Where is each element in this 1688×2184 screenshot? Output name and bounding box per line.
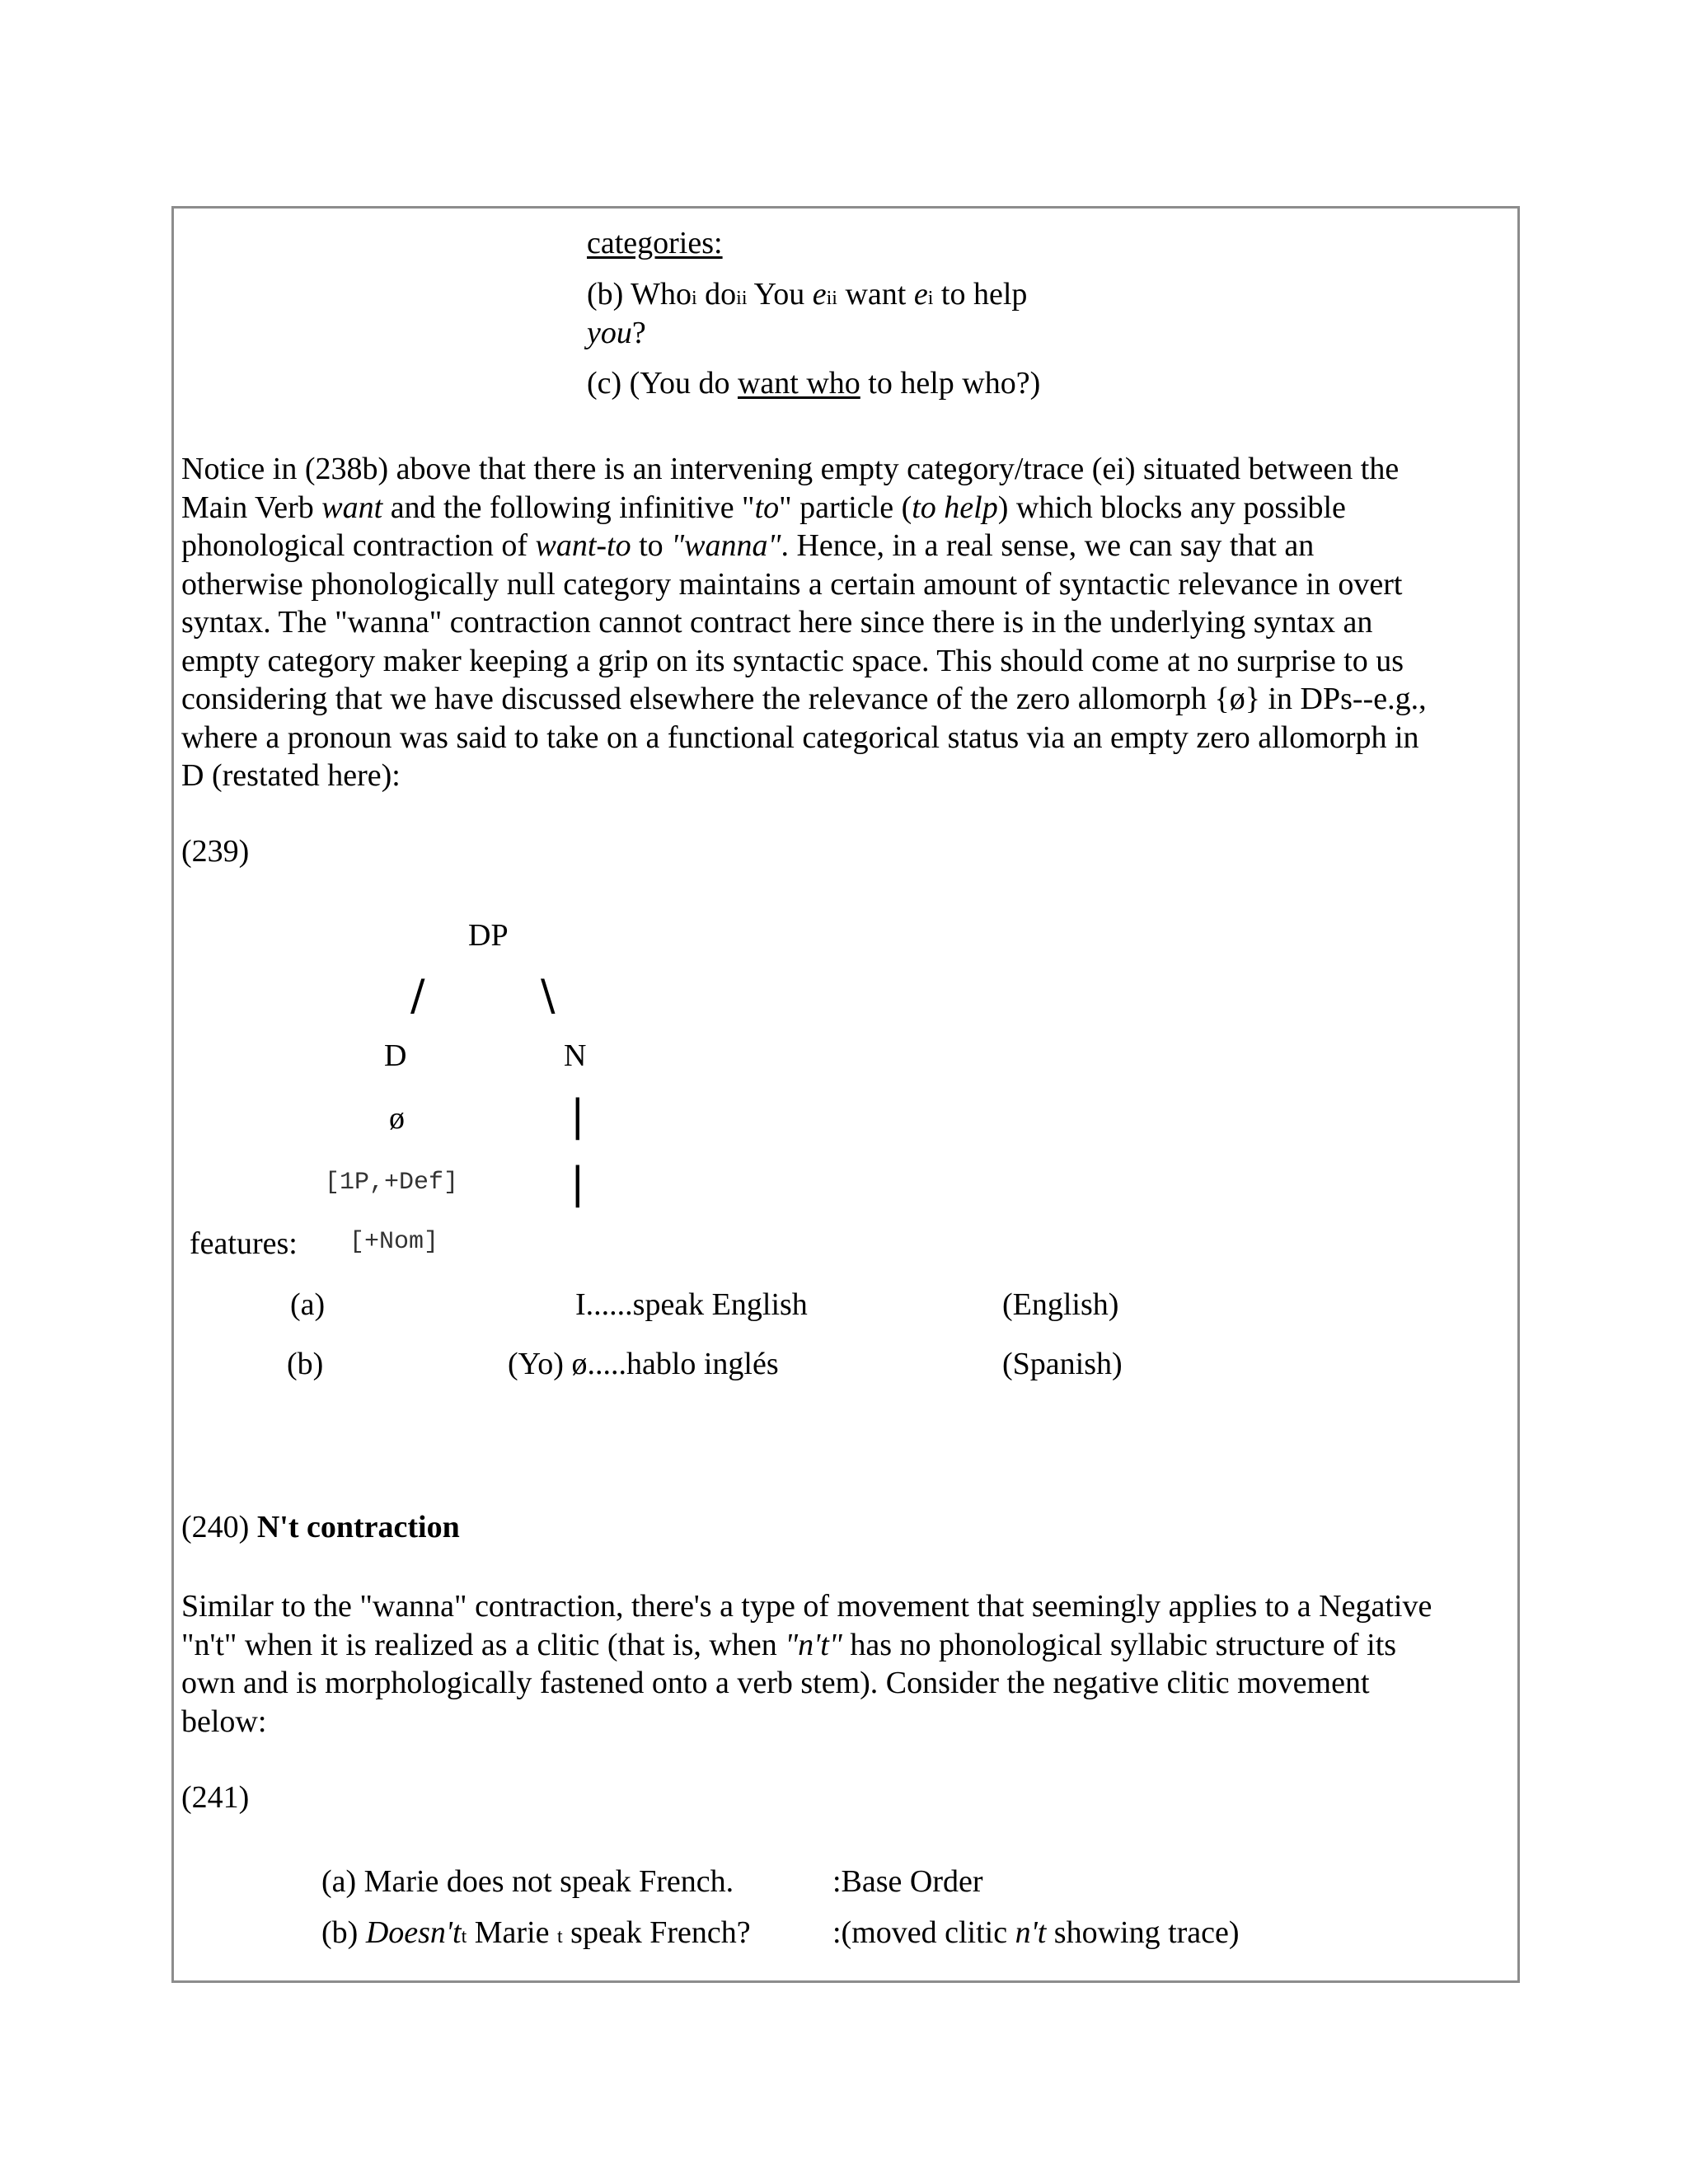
example-238c: (c) (You do want who to help who?) (587, 366, 1041, 401)
example-239a-text: I......speak English (575, 1287, 808, 1322)
paragraph-wanna-contraction: Notice in (238b) above that there is an intervening empty category/trace (ei) situated between the Main Verb want and the following infinitive "to" particle (to help) which blocks any possible phonological contraction of want-to to "wanna". Hence, in a real sense, we can say that an otherwise phonologically null category maintains a certain amount of syntactic relevance in overt syntax. The "wanna" contraction cannot contract here since there is in the underlying syntax an empty category maker keeping a grip on its syntactic space. This should come at no surprise to us considering that we have discussed elsewhere the relevance of the zero allomorph {ø} in DPs--e.g., where a pronoun was said to take on a functional categorical status via an empty zero allomorph in D (restated here): (181, 452, 1427, 793)
tree-bar-lower: | (570, 1159, 585, 1208)
example-number-241: (241) (181, 1780, 250, 1815)
example-239a-language: (English) (1002, 1287, 1119, 1322)
feature-1p-def: [1P,+Def] (325, 1169, 459, 1197)
tree-node-n: N (564, 1038, 587, 1073)
tree-branch-right: \ (541, 971, 556, 1020)
example-number-239: (239) (181, 834, 250, 869)
example-241b-text: (b) Doesn'tt Marie t speak French? (321, 1915, 751, 1950)
example-241a-note: :Base Order (832, 1864, 983, 1899)
example-239a-label: (a) (290, 1287, 326, 1322)
example-238b: (b) Whoi doii You eii want ei to help (587, 277, 1028, 312)
section-heading-240: (240) N't contraction (181, 1510, 460, 1544)
categories-label: categories: (587, 226, 723, 260)
tree-zero-allomorph: ø (389, 1101, 405, 1136)
tree-node-dp: DP (468, 918, 509, 953)
example-239b-text: (Yo) ø.....hablo inglés (508, 1347, 779, 1381)
tree-branch-left: / (410, 971, 425, 1020)
example-238b-continued: you? (587, 316, 646, 350)
features-label: features: (190, 1226, 298, 1261)
example-241a-text: (a) Marie does not speak French. (321, 1864, 734, 1899)
example-241b-note: :(moved clitic n't showing trace) (832, 1915, 1240, 1950)
example-239b-label: (b) (287, 1347, 324, 1381)
example-239b-language: (Spanish) (1002, 1347, 1123, 1381)
paragraph-nt-contraction: Similar to the "wanna" contraction, there's a type of movement that seemingly applies to a Negative "n't" when it is realized as a clitic (that is, when "n't" has no phonological syllabic structure of its own and is morphologically fastened onto a verb stem). Consider the negative clitic movement below: (181, 1589, 1432, 1739)
feature-nom: [+Nom] (349, 1228, 439, 1256)
tree-bar-upper: | (570, 1091, 585, 1141)
tree-node-d: D (384, 1038, 407, 1073)
